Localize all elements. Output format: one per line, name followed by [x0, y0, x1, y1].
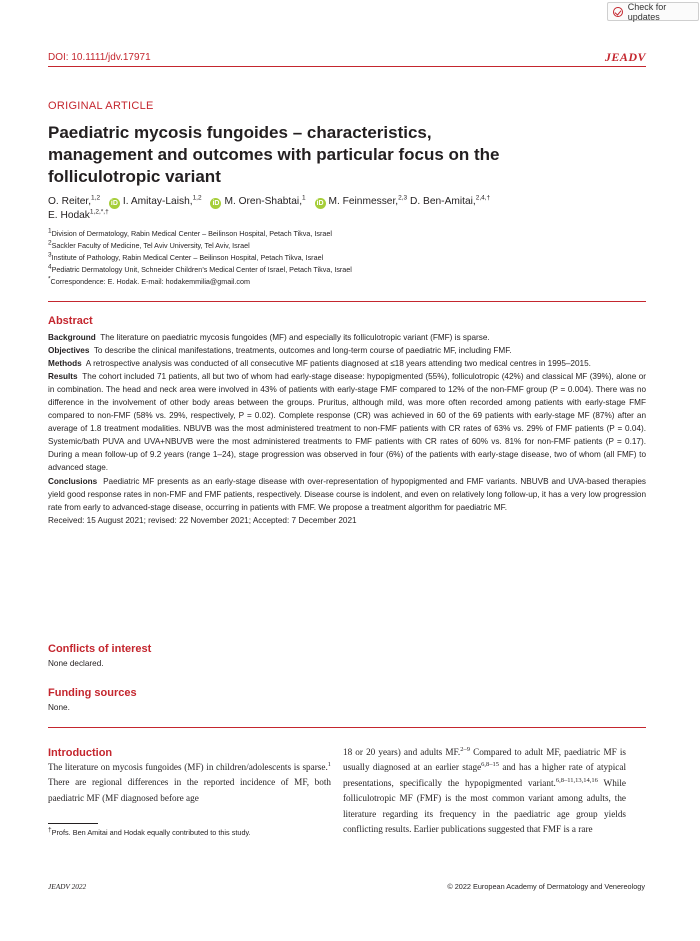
abstract-methods [48, 357, 646, 370]
body-text: and has a higher rate of atypical presentations, specifically the hypopigmented variant. [343, 762, 626, 788]
abstract-body [48, 331, 646, 527]
body-text: 18 or 20 years) and adults MF. [343, 747, 461, 757]
correspondence-text[interactable]: Correspondence: E. Hodak. E-mail: hodakemmilia@gmail.com [50, 277, 250, 286]
footer-journal: JEADV 2022 [48, 882, 87, 891]
footnote-text: Profs. Ben Amitai and Hodak equally contributed to this study. [51, 828, 251, 837]
body-text: The literature on mycosis fungoides (MF) in children/adolescents is sparse. [48, 762, 328, 772]
author-name[interactable]: I. Amitay-Laish, [122, 196, 193, 207]
author-affil-ref: 1 [302, 194, 306, 202]
affil-number: * [48, 275, 51, 283]
introduction-column-1 [48, 760, 331, 806]
author-name[interactable]: O. Reiter, [48, 196, 92, 207]
received-dates: Received: 15 August 2021; revised: 22 November 2021; Accepted: 7 December 2021 [48, 515, 357, 525]
abstract-conclusions [48, 475, 646, 514]
affil-number: 3 [48, 251, 52, 259]
title-line: Paediatric mycosis fungoides – characteristics, [48, 123, 432, 142]
citation-ref[interactable]: 2–9 [460, 745, 470, 753]
body-rule [48, 727, 646, 728]
section-label: Results [48, 372, 78, 382]
section-text: The cohort included 71 patients, all but two of whom had early-stage disease: hypopigmented (55%), folliculotropic (42%) and classical MF (39%), alone or in combination. The head and neck area were involved in 43% of patients with early-stage FMF compared to 12% of the non-FMF group (P = 0.004). There was no difference in the involvement of other body areas between the groups. Pruritus, although mild, was more often recorded among patients with early-stage FMF compared to non-FMF (58% vs. 29%, respectively, P = 0.02). Complete response (CR) was achieved in 60 of the 69 patients with early-stage MF (87%) after an average of 1.8 treatment modalities. NBUVB was the most administered treatment to non-FMF patients with CR rates of 63% vs. 29% of FMF patients (P = 0.04). Systemic/bath PUVA and UVA+NBUVB were the most administered treatments to FMF patients with CR rates of 60% vs. 81% for non-FMF patients (P = 0.17). During a mean follow-up of 9.2 years (range 1–24), stage progression was observed in four (6%) of the patients with early-stage disease, two of whom (all FMF) to advanced stage. [48, 372, 646, 473]
author-name[interactable]: E. Hodak [48, 210, 90, 221]
abstract-rule [48, 301, 646, 302]
introduction-heading: Introduction [48, 747, 113, 759]
article-title [48, 122, 608, 188]
check-for-updates-label: Check for updates [627, 1, 667, 22]
conflicts-heading: Conflicts of interest [48, 643, 152, 655]
author-name[interactable]: M. Feinmesser, [328, 196, 399, 207]
orcid-icon[interactable]: iD [110, 200, 118, 207]
citation-ref[interactable]: 1 [327, 760, 331, 768]
section-text: To describe the clinical manifestations, treatments, outcomes and long-term course of paediatric MF, including FMF. [93, 346, 512, 356]
author-affil-ref: 2,4,† [475, 194, 491, 202]
affil-number: 4 [48, 263, 52, 271]
section-text: A retrospective analysis was conducted of all consecutive MF patients diagnosed at ≤18 years attending two medical centres in 1995–2015. [85, 359, 591, 369]
citation-ref[interactable]: 6,8–15 [481, 761, 500, 769]
conflicts-text: None declared. [48, 659, 104, 668]
section-label: Objectives [48, 346, 90, 356]
title-line: management and outcomes with particular focus on the [48, 145, 500, 164]
abstract-results [48, 370, 646, 474]
abstract-heading: Abstract [48, 315, 93, 327]
section-label: Conclusions [48, 476, 98, 486]
section-label: Background [48, 333, 96, 342]
check-update-icon [613, 7, 623, 17]
orcid-icon[interactable]: iD [316, 200, 324, 207]
author-affil-ref: 1,2,*,† [89, 208, 109, 216]
body-text: While folliculotropic MF (FMF) is the most common variant among adults, the literature regarding its frequency in the paediatric age group yields conflicting results. Earlier publications suggested that FMF is a rare [343, 777, 626, 835]
affiliation [48, 228, 332, 240]
affil-text: Sackler Faculty of Medicine, Tel Aviv University, Tel Aviv, Israel [51, 241, 250, 250]
affil-number: 1 [48, 227, 52, 235]
affil-text: Institute of Pathology, Rabin Medical Center – Beilinson Hospital, Petach Tikva, Israel [51, 253, 324, 262]
introduction-column-2 [343, 745, 626, 837]
funding-heading: Funding sources [48, 687, 137, 699]
author-list [48, 195, 648, 222]
author-name[interactable]: D. Ben-Amitai, [410, 196, 476, 207]
affil-number: 2 [48, 239, 52, 247]
section-text: Paediatric MF presents as an early-stage disease with over-representation of hypopigmented and FMF variants. NBUVB and UVA-based therapies yield good response rates in non-FMF and FMF patients, respectively. Disease course is indolent, and even on relatively long follow-up, it has a very low progression rate from early to advanced-stage disease, occurring in patients with FMF. We propose a treatment algorithm for paediatric MF. [48, 476, 646, 512]
body-text: Compared to adult MF, paediatric MF is usually diagnosed at an earlier stage [343, 747, 626, 773]
abstract-objectives [48, 344, 646, 357]
funding-text: None. [48, 703, 70, 712]
affil-text: Division of Dermatology, Rabin Medical Center – Beilinson Hospital, Petach Tikva, Israel [51, 229, 332, 238]
doi-link[interactable]: DOI: 10.1111/jdv.17971 [48, 52, 151, 63]
author-affil-ref: 1,2 [91, 194, 101, 202]
author-affil-ref: 1,2 [192, 194, 202, 202]
footnote-rule [48, 823, 98, 824]
body-text: There are regional differences in the reported incidence of MF, both paediatric MF (MF diagnosed before age [48, 777, 331, 803]
footnote [48, 827, 258, 840]
header-rule [48, 66, 646, 67]
affiliation [48, 240, 250, 252]
journal-name: JEADV [604, 50, 646, 64]
author-name[interactable]: M. Oren-Shabtai, [224, 196, 303, 207]
section-text: The literature on paediatric mycosis fungoides (MF) and especially its folliculotropic variant (FMF) is sparse. [100, 333, 490, 342]
affiliation [48, 252, 323, 264]
abstract-background [48, 331, 646, 344]
affil-text: Pediatric Dermatology Unit, Schneider Children’s Medical Center of Israel, Petach Tikva, Israel [51, 265, 352, 274]
title-line: folliculotropic variant [48, 167, 221, 186]
citation-ref[interactable]: 6,8–11,13,14,16 [555, 776, 598, 784]
footer-copyright: © 2022 European Academy of Dermatology and Venereology [447, 882, 645, 891]
footnote-mark: † [48, 826, 52, 834]
correspondence [48, 276, 250, 288]
section-label: Methods [48, 359, 82, 369]
affiliation [48, 264, 352, 276]
check-for-updates-badge[interactable] [607, 2, 699, 21]
author-affil-ref: 2,3 [398, 194, 408, 202]
article-type: ORIGINAL ARTICLE [48, 100, 154, 112]
orcid-icon[interactable]: iD [212, 200, 220, 207]
